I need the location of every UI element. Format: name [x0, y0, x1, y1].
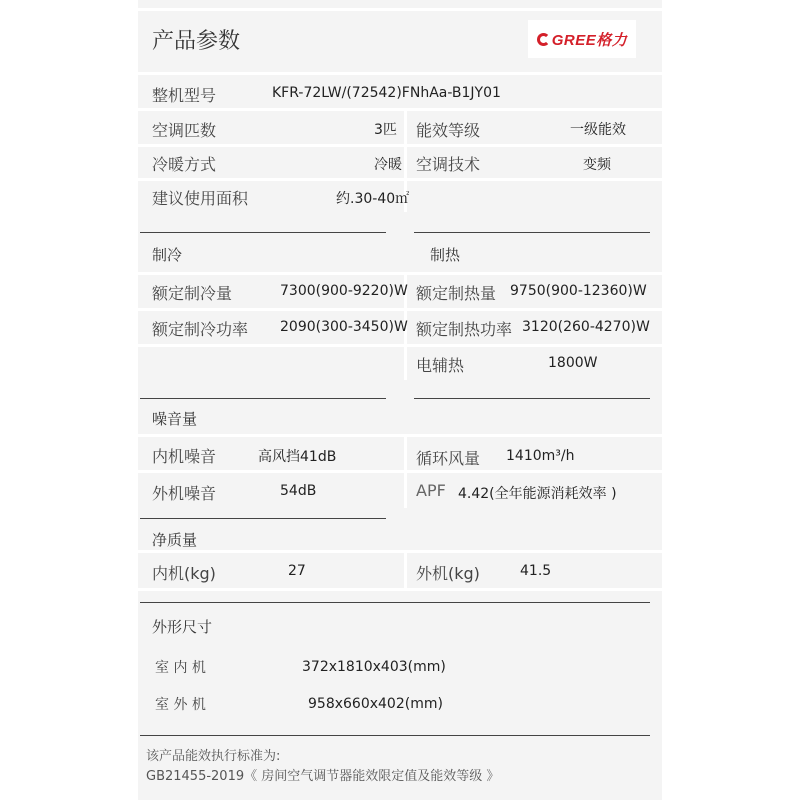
separator	[138, 8, 662, 11]
standard-reference: GB21455-2019《 房间空气调节器能效限定值及能效等级 》	[146, 769, 500, 784]
separator	[138, 178, 662, 181]
cooling-capacity-label: 额定制冷量	[152, 284, 233, 303]
indoor-noise-value: 高风挡41dB	[258, 449, 337, 465]
model-label: 整机型号	[152, 86, 217, 105]
column-divider	[404, 550, 407, 588]
brand-logo	[528, 20, 636, 58]
hp-value: 3匹	[374, 122, 397, 138]
separator	[138, 588, 662, 591]
area-label: 建议使用面积	[152, 189, 249, 208]
separator	[138, 272, 662, 275]
indoor-weight-value: 27	[288, 563, 306, 579]
tech-label: 空调技术	[416, 155, 481, 174]
section-line	[414, 232, 650, 233]
separator	[138, 550, 662, 553]
aux-heat-label: 电辅热	[416, 356, 465, 375]
airflow-label: 循环风量	[416, 449, 481, 468]
dimensions-section-title: 外形尺寸	[152, 618, 213, 636]
outdoor-noise-label: 外机噪音	[152, 484, 217, 503]
energy-label: 能效等级	[416, 121, 481, 140]
outdoor-noise-value: 54dB	[280, 483, 317, 499]
cooling-section-title: 制冷	[152, 246, 183, 264]
outdoor-weight-value: 41.5	[520, 563, 552, 579]
airflow-value: 1410m³/h	[506, 448, 575, 464]
separator	[138, 470, 662, 473]
cooling-capacity-value: 7300(900-9220)W	[280, 283, 408, 299]
apf-label: APF	[416, 481, 446, 500]
gree-logo-icon	[537, 33, 550, 46]
mode-label: 冷暖方式	[152, 155, 217, 174]
column-divider	[404, 434, 407, 508]
energy-value: 一级能效	[570, 122, 626, 138]
mode-value: 冷暖	[374, 157, 402, 173]
hp-label: 空调匹数	[152, 121, 217, 140]
page-title: 产品参数	[152, 29, 241, 54]
separator	[138, 344, 662, 347]
apf-value: 4.42(全年能源消耗效率 )	[458, 486, 617, 502]
cooling-power-label: 额定制冷功率	[152, 320, 249, 339]
heating-capacity-value: 9750(900-12360)W	[510, 283, 647, 299]
heating-section-title: 制热	[430, 246, 461, 264]
indoor-weight-label: 内机(kg)	[152, 564, 216, 583]
model-value: KFR-72LW/(72542)FNhAa-B1JY01	[272, 85, 501, 101]
outdoor-dimensions-label: 室 外 机	[155, 697, 206, 713]
section-line	[140, 398, 386, 399]
indoor-dimensions-value: 372x1810x403(mm)	[302, 659, 446, 675]
brand-name: GREE格力	[551, 31, 628, 49]
heating-power-value: 3120(260-4270)W	[522, 319, 650, 335]
section-line	[414, 398, 650, 399]
noise-section-title: 噪音量	[152, 410, 198, 428]
aux-heat-value: 1800W	[548, 355, 598, 371]
section-line	[140, 232, 386, 233]
separator	[138, 108, 662, 111]
heating-power-label: 额定制热功率	[416, 320, 513, 339]
section-line	[140, 602, 650, 603]
separator	[138, 72, 662, 75]
weight-section-title: 净质量	[152, 531, 198, 549]
heating-capacity-label: 额定制热量	[416, 284, 497, 303]
section-line	[140, 518, 386, 519]
separator	[138, 144, 662, 147]
separator	[138, 434, 662, 437]
separator	[138, 308, 662, 311]
indoor-noise-label: 内机噪音	[152, 447, 217, 466]
indoor-dimensions-label: 室 内 机	[155, 660, 206, 676]
tech-value: 变频	[583, 157, 611, 173]
outdoor-dimensions-value: 958x660x402(mm)	[308, 696, 443, 712]
cooling-power-value: 2090(300-3450)W	[280, 319, 408, 335]
area-value: 约.30-40㎡	[336, 191, 410, 207]
outdoor-weight-label: 外机(kg)	[416, 564, 480, 583]
section-line	[140, 735, 650, 736]
standard-intro: 该产品能效执行标准为:	[146, 749, 281, 764]
